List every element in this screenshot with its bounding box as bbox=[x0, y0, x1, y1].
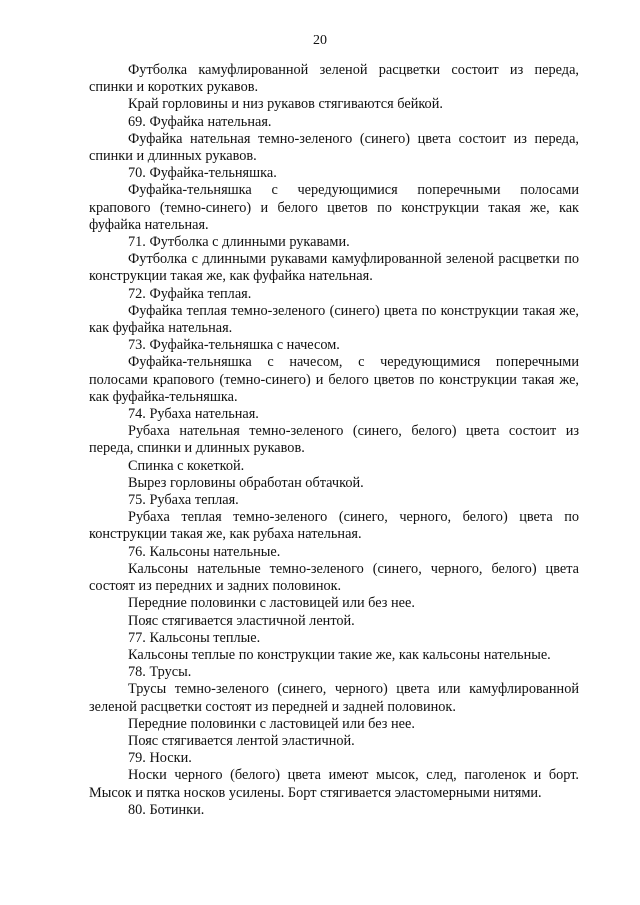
paragraph: Фуфайка-тельняшка с начесом, с чередующимися поперечными полосами крапового (темно-синего) и белого цветов по конструкции такая же, как фуфайка-тельняшка. bbox=[89, 354, 579, 405]
section-heading: 73. Фуфайка-тельняшка с начесом. bbox=[128, 337, 340, 354]
document-body bbox=[89, 62, 579, 819]
paragraph: Футболка с длинными рукавами камуфлированной зеленой расцветки по конструкции такая же, как фуфайка нательная. bbox=[89, 251, 579, 285]
paragraph: Кальсоны теплые по конструкции такие же, как кальсоны нательные. bbox=[128, 646, 551, 663]
section-heading: 78. Трусы. bbox=[128, 664, 192, 681]
paragraph: Передние половинки с ластовицей или без нее. bbox=[128, 595, 415, 612]
paragraph: Фуфайка теплая темно-зеленого (синего) цвета по конструкции такая же, как фуфайка нательная. bbox=[89, 302, 579, 337]
paragraph: Кальсоны нательные темно-зеленого (синего, черного, белого) цвета состоят из передних и задних половинок. bbox=[89, 560, 579, 595]
paragraph: Вырез горловины обработан обтачкой. bbox=[128, 474, 364, 491]
section-heading: 77. Кальсоны теплые. bbox=[128, 629, 261, 646]
paragraph: Фуфайка нательная темно-зеленого (синего) цвета состоит из переда, спинки и длинных рукавов. bbox=[89, 130, 579, 165]
section-heading: 71. Футболка с длинными рукавами. bbox=[128, 234, 350, 251]
paragraph: Футболка камуфлированной зеленой расцветки состоит из переда, спинки и коротких рукавов. bbox=[89, 62, 579, 96]
paragraph: Рубаха нательная темно-зеленого (синего, белого) цвета состоит из переда, спинки и длинных рукавов. bbox=[89, 423, 579, 457]
section-heading: 70. Фуфайка-тельняшка. bbox=[128, 165, 277, 182]
paragraph: Носки черного (белого) цвета имеют мысок, след, паголенок и борт. Мысок и пятка носков усилены. Борт стягивается эластомерными нитями. bbox=[89, 767, 579, 801]
section-heading: 75. Рубаха теплая. bbox=[128, 492, 239, 509]
paragraph: Пояс стягивается эластичной лентой. bbox=[128, 612, 355, 629]
paragraph: Передние половинки с ластовицей или без нее. bbox=[128, 715, 415, 732]
section-heading: 79. Носки. bbox=[128, 750, 192, 767]
paragraph: Трусы темно-зеленого (синего, черного) цвета или камуфлированной зеленой расцветки состоят из передней и задней половинок. bbox=[89, 681, 579, 715]
paragraph: Рубаха теплая темно-зеленого (синего, черного, белого) цвета по конструкции такая же, как рубаха нательная. bbox=[89, 509, 579, 543]
page-number: 20 bbox=[313, 33, 327, 48]
section-heading: 74. Рубаха нательная. bbox=[128, 406, 259, 423]
paragraph: Спинка с кокеткой. bbox=[128, 457, 245, 474]
paragraph: Край горловины и низ рукавов стягиваются бейкой. bbox=[128, 96, 443, 113]
section-heading: 80. Ботинки. bbox=[128, 801, 205, 818]
section-heading: 76. Кальсоны нательные. bbox=[128, 543, 281, 560]
section-heading: 72. Фуфайка теплая. bbox=[128, 285, 252, 302]
paragraph: Пояс стягивается лентой эластичной. bbox=[128, 732, 355, 749]
section-heading: 69. Фуфайка нательная. bbox=[128, 113, 272, 130]
paragraph: Фуфайка-тельняшка с чередующимися поперечными полосами крапового (темно-синего) и белого цветов по конструкции такая же, как фуфайка нательная. bbox=[89, 182, 579, 233]
